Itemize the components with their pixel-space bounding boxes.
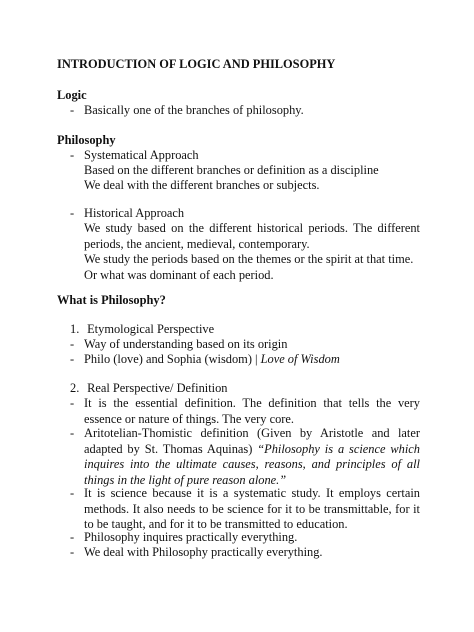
- list-item-text: [84, 426, 420, 488]
- philo-sophia-text: Philo (love) and Sophia (wisdom) |: [84, 352, 261, 366]
- document-title: INTRODUCTION OF LOGIC AND PHILOSOPHY: [57, 57, 336, 71]
- paragraph-text: adapted by St. Thomas Aquinas): [84, 441, 258, 456]
- bullet-dash: -: [70, 486, 75, 500]
- list-item-text: Philosophy inquires practically everything.: [84, 530, 298, 544]
- list-item-text: [84, 352, 420, 368]
- quote-text: “Philosophy is a science which: [257, 441, 420, 456]
- systematical-approach-label: Systematical Approach: [84, 148, 199, 162]
- love-of-wisdom-text: Love of Wisdom: [260, 352, 340, 366]
- historical-approach-label: Historical Approach: [84, 206, 185, 220]
- paragraph-line: [84, 442, 420, 458]
- logic-heading: Logic: [57, 88, 87, 102]
- paragraph-line: We study based on the different historical periods. The different: [84, 221, 420, 235]
- item-number: 2.: [70, 381, 80, 395]
- numbered-item: [70, 322, 214, 338]
- bullet-dash: -: [70, 206, 75, 220]
- etymological-label: Etymological Perspective: [87, 322, 215, 336]
- real-perspective-label: Real Perspective/ Definition: [87, 381, 228, 395]
- list-item-text: Way of understanding based on its origin: [84, 337, 288, 351]
- paragraph-line: methods. It also needs to be science for it to be transmittable, for it: [84, 501, 420, 516]
- bullet-dash: -: [70, 530, 75, 544]
- paragraph-line: It is the essential definition. The definition that tells the very: [84, 396, 420, 410]
- bullet-dash: -: [70, 396, 75, 410]
- paragraph-line: to be taught, and for it to be transmitted to education.: [84, 517, 348, 531]
- bullet-dash: -: [70, 352, 75, 366]
- paragraph-line: periods, the ancient, medieval, contemporary.: [84, 236, 310, 251]
- paragraph-line: We study the periods based on the themes or the spirit at that time.: [84, 252, 414, 266]
- bullet-dash: -: [70, 426, 75, 440]
- list-item-text: Basically one of the branches of philosophy.: [84, 103, 304, 117]
- bullet-dash: -: [70, 148, 75, 162]
- bullet-dash: -: [70, 337, 75, 351]
- paragraph-line: Based on the different branches or definition as a discipline: [84, 163, 379, 177]
- paragraph-line: essence or nature of things. The very core.: [84, 411, 294, 426]
- list-item-text: [84, 396, 420, 427]
- paragraph-line: It is science because it is a systematic study. It employs certain: [84, 486, 420, 500]
- philosophy-heading: Philosophy: [57, 133, 116, 147]
- paragraph-line: Or what was dominant of each period.: [84, 267, 274, 282]
- numbered-item: [70, 381, 228, 397]
- bullet-dash: -: [70, 545, 75, 559]
- item-number: 1.: [70, 322, 80, 336]
- list-item-text: We deal with Philosophy practically everything.: [84, 545, 323, 559]
- quote-line: inquires into the ultimate causes, reasons, and principles of all: [84, 457, 420, 471]
- bullet-dash: -: [70, 103, 75, 117]
- list-item-text: [84, 486, 420, 533]
- what-is-philosophy-heading: What is Philosophy?: [57, 293, 166, 307]
- paragraph-line: Aritotelian-Thomistic definition (Given by Aristotle and later: [84, 426, 420, 440]
- quote-line: things in the light of pure reason alone.”: [84, 472, 287, 487]
- paragraph-line: We deal with the different branches or subjects.: [84, 178, 320, 192]
- historical-paragraph: [84, 221, 420, 283]
